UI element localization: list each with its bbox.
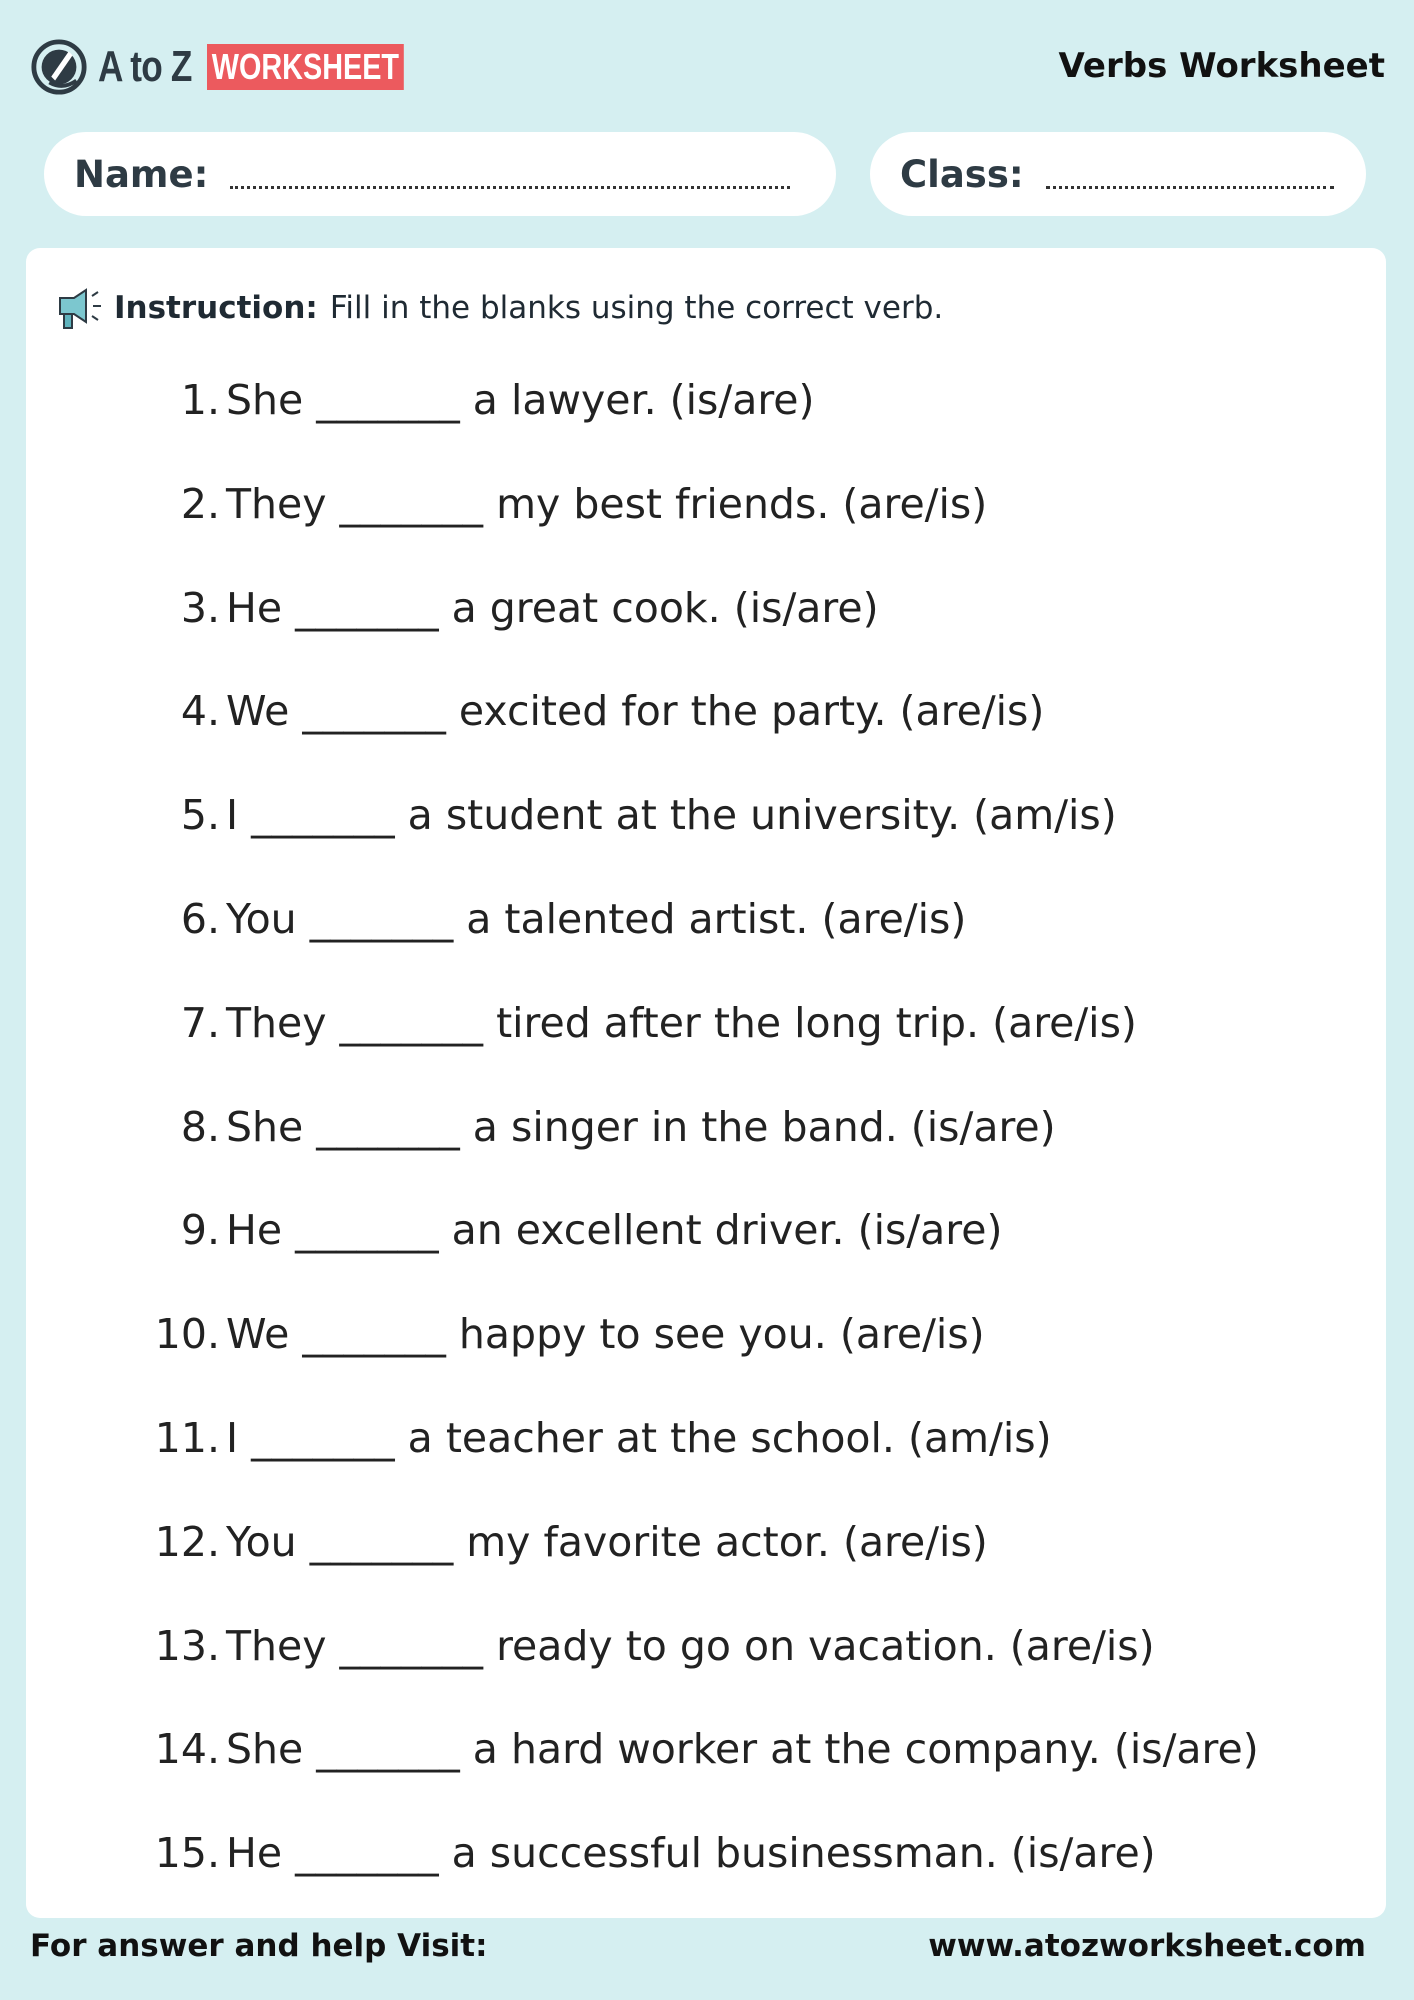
question-item bbox=[26, 999, 1137, 1047]
instruction-label: Instruction: bbox=[114, 290, 318, 326]
question-item bbox=[26, 1518, 988, 1566]
question-item bbox=[26, 687, 1044, 735]
question-text[interactable]: He _______ a successful businessman. (is/are) bbox=[226, 1829, 1156, 1878]
question-number: 2. bbox=[180, 479, 220, 528]
question-text[interactable]: They _______ tired after the long trip. (are/is) bbox=[226, 998, 1137, 1047]
class-label: Class: bbox=[900, 152, 1024, 196]
question-item bbox=[26, 791, 1117, 839]
question-number: 3. bbox=[180, 583, 220, 632]
class-line[interactable] bbox=[1046, 160, 1334, 189]
question-number: 1. bbox=[180, 376, 220, 424]
worksheet-title: Verbs Worksheet bbox=[1058, 46, 1385, 86]
footer-text: For answer and help Visit: bbox=[30, 1928, 488, 1964]
question-number: 10. bbox=[154, 1310, 220, 1359]
question-item bbox=[26, 895, 966, 943]
question-number: 9. bbox=[180, 1206, 220, 1255]
question-number: 14. bbox=[154, 1725, 220, 1774]
logo-text: A to Z bbox=[98, 42, 192, 91]
question-item bbox=[26, 1622, 1155, 1670]
pen-nib-icon bbox=[30, 38, 88, 96]
question-number: 7. bbox=[180, 998, 220, 1047]
name-line[interactable] bbox=[230, 160, 790, 189]
question-item bbox=[26, 1725, 1259, 1773]
name-field[interactable] bbox=[44, 132, 836, 216]
question-text[interactable]: I _______ a teacher at the school. (am/is) bbox=[226, 1414, 1052, 1462]
question-text[interactable]: He _______ an excellent driver. (is/are) bbox=[226, 1206, 1003, 1255]
question-text[interactable]: You _______ my favorite actor. (are/is) bbox=[226, 1517, 988, 1566]
megaphone-icon bbox=[56, 286, 104, 330]
question-number: 6. bbox=[180, 895, 220, 943]
question-text[interactable]: She _______ a hard worker at the company. (is/are) bbox=[226, 1725, 1259, 1774]
instruction bbox=[56, 286, 943, 330]
class-field[interactable] bbox=[870, 132, 1366, 216]
questions-card bbox=[26, 248, 1386, 1918]
question-text[interactable]: You _______ a talented artist. (are/is) bbox=[226, 895, 967, 943]
question-text[interactable]: He _______ a great cook. (is/are) bbox=[226, 583, 879, 632]
logo bbox=[30, 38, 453, 96]
question-item bbox=[26, 1829, 1156, 1877]
question-item bbox=[26, 376, 815, 424]
question-item bbox=[26, 1414, 1052, 1462]
logo-badge: WORKSHEET bbox=[207, 44, 404, 90]
question-number: 5. bbox=[180, 791, 220, 840]
question-text[interactable]: I _______ a student at the university. (am/is) bbox=[226, 791, 1117, 840]
question-number: 15. bbox=[154, 1829, 220, 1878]
question-text[interactable]: They _______ ready to go on vacation. (are/is) bbox=[226, 1621, 1155, 1670]
question-text[interactable]: They _______ my best friends. (are/is) bbox=[226, 479, 988, 528]
question-text[interactable]: We _______ happy to see you. (are/is) bbox=[226, 1310, 985, 1359]
question-item bbox=[26, 1103, 1056, 1151]
footer-link[interactable]: www.atozworksheet.com bbox=[928, 1928, 1366, 1964]
question-item bbox=[26, 584, 879, 632]
name-label: Name: bbox=[74, 152, 209, 196]
question-number: 13. bbox=[154, 1621, 220, 1670]
question-number: 8. bbox=[180, 1102, 220, 1151]
question-text[interactable]: She _______ a lawyer. (is/are) bbox=[226, 376, 815, 424]
question-number: 12. bbox=[154, 1517, 220, 1566]
question-item bbox=[26, 480, 987, 528]
question-item bbox=[26, 1206, 1002, 1254]
question-number: 11. bbox=[154, 1414, 220, 1462]
question-text[interactable]: She _______ a singer in the band. (is/are) bbox=[226, 1102, 1056, 1151]
question-text[interactable]: We _______ excited for the party. (are/is) bbox=[226, 687, 1045, 736]
instruction-text: Fill in the blanks using the correct verb. bbox=[329, 290, 944, 326]
question-number: 4. bbox=[180, 687, 220, 736]
question-item bbox=[26, 1310, 985, 1358]
